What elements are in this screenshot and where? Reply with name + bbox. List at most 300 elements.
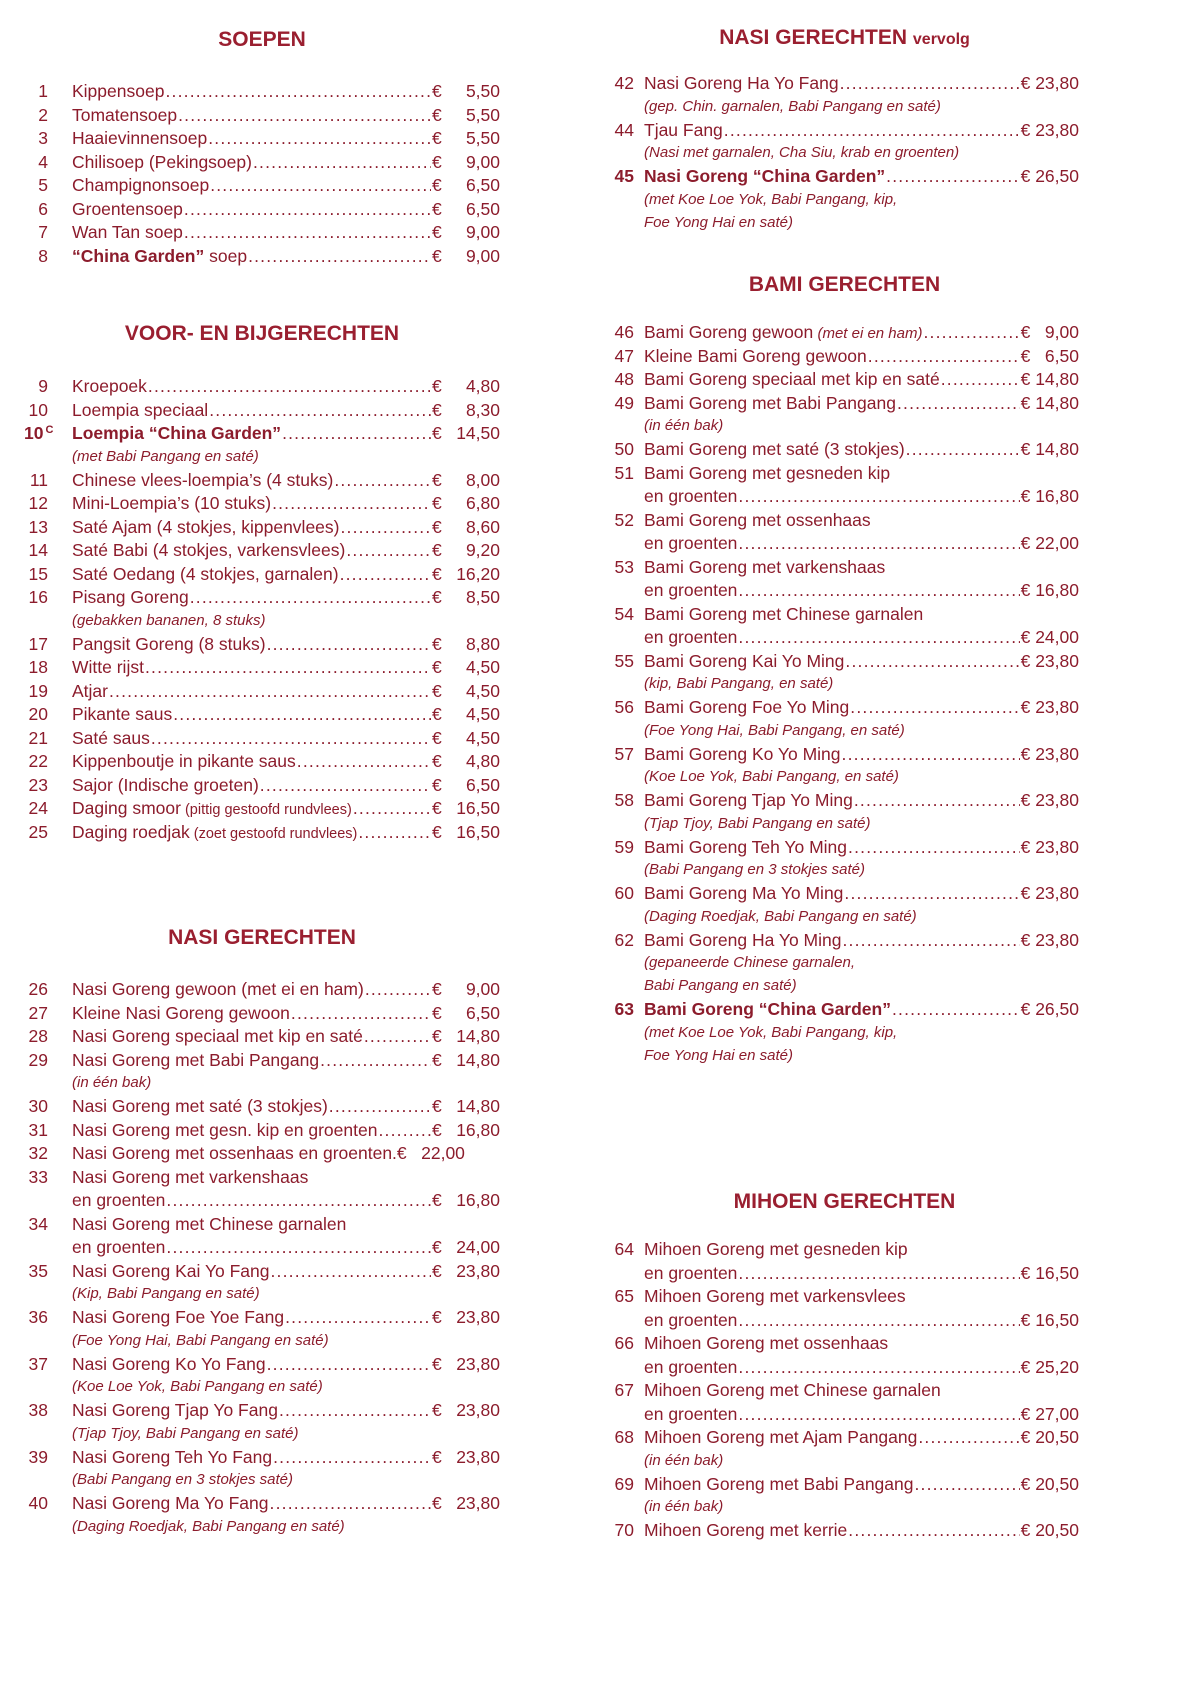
- dot-leader: [273, 1448, 431, 1466]
- item-name-text: Atjar: [72, 680, 108, 701]
- menu-item: [610, 1519, 1079, 1543]
- menu-item-row: [24, 422, 500, 446]
- item-number-text: 60: [614, 883, 634, 903]
- menu-item: [610, 392, 1079, 439]
- item-name: [72, 1049, 319, 1073]
- section-title-voor: VOOR- EN BIJGERECHTEN: [124, 322, 400, 345]
- menu-item: [24, 978, 500, 1002]
- currency-symbol: €: [432, 633, 442, 654]
- item-name-detail: (pittig gestoofd rundvlees): [180, 802, 352, 818]
- menu-item-row: [24, 703, 500, 727]
- price-amount: € 20,50: [1020, 1473, 1079, 1494]
- item-note: Foe Yong Hai en saté): [644, 213, 793, 231]
- item-number: [24, 221, 48, 245]
- dot-leader: [340, 565, 431, 583]
- item-number: [24, 1399, 48, 1423]
- item-number: [24, 703, 48, 727]
- item-number-text: 32: [28, 1143, 48, 1163]
- dot-leader: [840, 74, 1020, 92]
- price-amount: € 6,50: [1020, 345, 1079, 366]
- dot-leader: [184, 200, 431, 218]
- item-number: [24, 1260, 48, 1284]
- item-note: (Daging Roedjak, Babi Pangang en saté): [644, 907, 917, 925]
- currency-symbol: €: [432, 979, 442, 999]
- price-amount: 6,50: [465, 1002, 500, 1023]
- item-price: [1021, 650, 1079, 674]
- menu-item: [610, 345, 1079, 369]
- menu-item: [610, 119, 1079, 166]
- menu-item-row: [610, 368, 1079, 392]
- item-name-text: Bami Goreng Foe Yo Ming: [644, 697, 850, 717]
- item-number: [24, 563, 48, 587]
- item-price: [432, 539, 500, 563]
- dot-leader: [267, 635, 431, 653]
- item-name: [72, 221, 183, 245]
- item-number: [24, 1306, 48, 1330]
- price-amount: € 26,50: [1020, 166, 1079, 186]
- price-amount: 23,80: [456, 1307, 500, 1327]
- item-price: [432, 633, 500, 657]
- menu-item: [24, 80, 500, 104]
- item-price: [1021, 998, 1079, 1022]
- menu-item-row: [610, 438, 1079, 462]
- item-price: [432, 104, 500, 128]
- item-name: [72, 586, 189, 610]
- dot-leader: [165, 82, 431, 100]
- menu-item-row-continued: [610, 532, 1079, 556]
- price-amount: 14,80: [456, 1026, 500, 1046]
- item-name: [72, 198, 183, 222]
- menu-item: [610, 72, 1079, 119]
- item-note: (met Babi Pangang en saté): [72, 447, 259, 465]
- item-price: [1021, 485, 1079, 509]
- price-amount: € 23,80: [1020, 883, 1079, 903]
- item-note: (Daging Roedjak, Babi Pangang en saté): [72, 1517, 345, 1535]
- menu-item-row: [24, 1025, 500, 1049]
- menu-item: [24, 703, 500, 727]
- item-number: [610, 650, 634, 674]
- dot-leader: [184, 223, 431, 241]
- price-amount: € 23,80: [1020, 929, 1079, 950]
- item-name-text: Nasi Goreng met gesn. kip en groenten: [72, 1119, 378, 1140]
- menu-item: [610, 650, 1079, 697]
- item-name-text: Chinese vlees-loempia’s (4 stuks): [72, 469, 334, 490]
- menu-item-row-continued: [610, 579, 1079, 603]
- item-number-text: 54: [614, 603, 634, 624]
- item-number-text: 28: [28, 1026, 48, 1046]
- item-number: [610, 1238, 634, 1262]
- menu-item-row: [24, 539, 500, 563]
- dot-leader: [842, 931, 1019, 949]
- item-number-text: 40: [28, 1493, 48, 1513]
- item-name-text: Pangsit Goreng (8 stuks): [72, 633, 266, 654]
- menu-item: [610, 929, 1079, 999]
- item-name-text: Mihoen Goreng met varkensvlees: [644, 1286, 906, 1306]
- menu-item-row: [24, 586, 500, 610]
- item-number-text: 10: [28, 399, 48, 420]
- item-price: [432, 221, 500, 245]
- price-amount: € 16,80: [1020, 486, 1079, 506]
- item-number: [24, 1492, 48, 1516]
- item-number: [24, 151, 48, 175]
- item-price: [432, 750, 500, 774]
- item-number-text: 38: [28, 1400, 48, 1420]
- section-title-mihoen: MIHOEN GERECHTEN: [733, 1190, 956, 1213]
- item-name-text: Bami Goreng speciaal met kip en saté: [644, 369, 940, 389]
- item-number-text: 56: [614, 697, 634, 717]
- item-number: [610, 1379, 634, 1403]
- item-number: [24, 1353, 48, 1377]
- item-note: (Foe Yong Hai, Babi Pangang, en saté): [644, 721, 905, 739]
- price-amount: € 23,80: [1020, 73, 1079, 93]
- item-number: [24, 539, 48, 563]
- currency-symbol: €: [432, 1190, 442, 1210]
- item-name-text: Kleine Bami Goreng gewoon: [644, 345, 867, 366]
- menu-item-row: [610, 119, 1079, 143]
- dot-leader: [848, 1521, 1019, 1539]
- item-price: [1021, 1262, 1079, 1286]
- item-note: (met Koe Loe Yok, Babi Pangang, kip,: [644, 1023, 898, 1041]
- item-name-text: Loempia speciaal: [72, 399, 209, 420]
- item-name-text: Mihoen Goreng met kerrie: [644, 1520, 848, 1540]
- item-note: (in één bak): [644, 1498, 724, 1515]
- item-name: [72, 1095, 328, 1119]
- item-name-text: Nasi Goreng Ma Yo Fang: [72, 1493, 269, 1513]
- item-price: [432, 978, 500, 1002]
- item-name: [72, 127, 207, 151]
- item-number: [24, 821, 48, 845]
- item-name-text: Saté saus: [72, 727, 150, 748]
- item-number: [610, 1285, 634, 1309]
- item-number: [610, 1426, 634, 1450]
- currency-symbol: €: [432, 821, 442, 842]
- item-number: [610, 836, 634, 860]
- price-amount: € 23,80: [1020, 697, 1079, 717]
- currency-symbol: €: [432, 222, 442, 242]
- menu-item: [24, 1446, 500, 1493]
- currency-symbol: €: [432, 1353, 442, 1374]
- item-price: [1021, 72, 1079, 96]
- price-amount: € 16,50: [1020, 1309, 1079, 1330]
- item-name: [72, 174, 209, 198]
- item-name-text: Nasi Goreng Teh Yo Fang: [72, 1446, 273, 1467]
- dot-leader: [738, 1358, 1019, 1376]
- price-amount: € 14,80: [1020, 439, 1079, 459]
- currency-symbol: €: [432, 493, 442, 513]
- item-number-text: 30: [28, 1096, 48, 1116]
- item-number: [24, 245, 48, 269]
- price-amount: 14,80: [456, 1096, 500, 1116]
- dot-leader: [282, 424, 431, 442]
- menu-item-row: [24, 174, 500, 198]
- item-number: [24, 1142, 48, 1166]
- item-name-continued: en groenten: [72, 1237, 166, 1257]
- menu-item-row: [24, 1095, 500, 1119]
- item-price: [1021, 696, 1079, 720]
- item-number: [24, 586, 48, 610]
- item-price: [1021, 1309, 1079, 1333]
- menu-item-row: [610, 462, 1079, 486]
- menu-item: [24, 1353, 500, 1400]
- item-note: (Koe Loe Yok, Babi Pangang en saté): [72, 1378, 323, 1395]
- section-nasi: [24, 924, 500, 1535]
- item-name-text: Bami Goreng Ma Yo Ming: [644, 883, 844, 903]
- item-name: [644, 1238, 908, 1262]
- item-number-text: 35: [28, 1260, 48, 1281]
- dot-leader: [365, 980, 431, 998]
- item-note: (in één bak): [72, 1074, 152, 1091]
- item-name: [72, 399, 208, 423]
- item-number: [610, 438, 634, 462]
- item-price: [432, 174, 500, 198]
- item-number-text: 66: [614, 1333, 634, 1353]
- menu-item-row: [24, 1446, 500, 1470]
- price-amount: € 23,80: [1020, 790, 1079, 810]
- item-name: [644, 438, 905, 462]
- item-name: [644, 1426, 917, 1450]
- item-number: [610, 368, 634, 392]
- item-number-text: 55: [614, 650, 634, 671]
- item-number-text: 47: [614, 345, 634, 366]
- item-number-text: 29: [28, 1049, 48, 1070]
- item-name-text: soep: [204, 245, 248, 266]
- item-price: [1021, 532, 1079, 556]
- menu-item: [610, 321, 1079, 345]
- item-price: [1021, 345, 1079, 369]
- menu-item-row: [610, 743, 1079, 767]
- price-amount: 6,80: [465, 493, 500, 513]
- item-number: [24, 633, 48, 657]
- dot-leader: [842, 745, 1020, 763]
- currency-symbol: €: [432, 245, 442, 266]
- item-number: [24, 1119, 48, 1143]
- item-price: [432, 1446, 500, 1470]
- menu-item: [610, 165, 1079, 235]
- menu-item: [24, 821, 500, 845]
- price-amount: € 20,50: [1020, 1427, 1079, 1447]
- menu-item-row: [24, 797, 500, 821]
- menu-item-row: [610, 1238, 1079, 1262]
- dot-leader: [941, 370, 1020, 388]
- item-name-text: Nasi Goreng speciaal met kip en saté: [72, 1026, 363, 1046]
- dot-leader: [285, 1308, 431, 1326]
- menu-item: [24, 127, 500, 151]
- dot-leader: [173, 705, 431, 723]
- item-note: (Kip, Babi Pangang en saté): [72, 1285, 260, 1302]
- item-name-continued: en groenten: [644, 486, 738, 506]
- item-number: [24, 127, 48, 151]
- item-number-text: 42: [614, 73, 634, 93]
- price-amount: 23,80: [456, 1353, 500, 1374]
- item-name: [72, 104, 177, 128]
- menu-item-row: [24, 656, 500, 680]
- dot-leader: [248, 247, 431, 265]
- item-price: [1021, 882, 1079, 906]
- menu-item: [610, 462, 1079, 509]
- item-name: [644, 1379, 941, 1403]
- item-name: [72, 727, 150, 751]
- currency-symbol: €: [432, 540, 442, 560]
- currency-symbol: €: [432, 81, 442, 101]
- menu-item: [24, 586, 500, 633]
- item-price: [432, 375, 500, 399]
- dot-leader: [210, 176, 431, 194]
- item-name-text: Mihoen Goreng met gesneden kip: [644, 1239, 908, 1259]
- section-title-nasi-vervolg: [610, 24, 1079, 52]
- item-name-continued: en groenten: [644, 1262, 738, 1283]
- item-name-text: Nasi Goreng “China Garden”: [644, 166, 886, 186]
- currency-symbol: €: [432, 1237, 442, 1257]
- item-price: [432, 492, 500, 516]
- item-number-text: 5: [38, 175, 48, 195]
- item-name: [72, 1119, 377, 1143]
- item-number: [610, 119, 634, 143]
- currency-symbol: €: [432, 727, 442, 748]
- item-name: [644, 392, 896, 416]
- price-amount: € 24,00: [1020, 627, 1079, 647]
- currency-symbol: €: [432, 469, 442, 490]
- menu-item: [24, 245, 500, 269]
- item-name: [644, 1473, 913, 1497]
- menu-item: [610, 1238, 1079, 1285]
- item-number: [610, 556, 634, 580]
- dot-leader: [279, 1401, 431, 1419]
- item-note: (Babi Pangang en 3 stokjes saté): [644, 861, 865, 878]
- dot-leader: [208, 129, 431, 147]
- item-price: [432, 1236, 500, 1260]
- item-name: [72, 1260, 270, 1284]
- item-name: [72, 1142, 397, 1166]
- price-amount: 4,80: [465, 376, 500, 396]
- dot-leader: [329, 1097, 431, 1115]
- price-amount: € 27,00: [1020, 1403, 1079, 1424]
- menu-item-row: [24, 1353, 500, 1377]
- item-price: [1021, 392, 1079, 416]
- price-amount: € 23,80: [1020, 836, 1079, 857]
- currency-symbol: €: [432, 587, 442, 607]
- menu-item: [24, 1025, 500, 1049]
- menu-item-row: [24, 1306, 500, 1330]
- item-name: [644, 743, 841, 767]
- menu-item-row: [24, 1142, 500, 1166]
- menu-item: [24, 1306, 500, 1353]
- item-price: [432, 774, 500, 798]
- menu-item-row: [610, 72, 1079, 96]
- menu-item-row: [24, 1399, 500, 1423]
- price-amount: € 23,80: [1020, 743, 1079, 764]
- item-name-text: Mihoen Goreng met Chinese garnalen: [644, 1380, 941, 1400]
- dot-leader: [334, 471, 431, 489]
- price-amount: € 14,80: [1020, 369, 1079, 389]
- item-name: [72, 422, 281, 446]
- item-number-text: 31: [28, 1119, 48, 1140]
- item-number-text: 46: [614, 322, 634, 342]
- item-number: [610, 603, 634, 627]
- item-name: [72, 80, 164, 104]
- item-number-text: 2: [38, 104, 48, 125]
- menu-item-row: [610, 1473, 1079, 1497]
- dot-leader: [924, 323, 1020, 341]
- item-number-text: 36: [28, 1307, 48, 1327]
- price-amount: 8,00: [465, 469, 500, 490]
- item-name: [644, 929, 841, 953]
- item-number: [24, 492, 48, 516]
- menu-item-row-continued: [610, 1356, 1079, 1380]
- currency-symbol: €: [432, 1096, 442, 1116]
- item-name-text: Nasi Goreng Foe Yoe Fang: [72, 1307, 285, 1327]
- menu-item-row: [24, 750, 500, 774]
- item-number-text: 7: [38, 222, 48, 242]
- item-number: [24, 375, 48, 399]
- item-name-text: Nasi Goreng met saté (3 stokjes): [72, 1096, 328, 1116]
- item-number: [24, 516, 48, 540]
- item-price: [432, 563, 500, 587]
- menu-item-row: [610, 321, 1079, 345]
- item-name: [72, 797, 352, 823]
- currency-symbol: €: [432, 423, 442, 443]
- item-name: [644, 368, 940, 392]
- item-number: [610, 882, 634, 906]
- item-price: [1021, 119, 1079, 143]
- item-number-text: 64: [614, 1239, 634, 1259]
- item-name: [644, 882, 843, 906]
- item-price: [1021, 789, 1079, 813]
- item-name-continued: en groenten: [644, 533, 738, 553]
- dot-leader: [845, 652, 1019, 670]
- price-amount: 23,80: [456, 1493, 500, 1513]
- item-number: [610, 1332, 634, 1356]
- item-name-detail: (zoet gestoofd rundvlees): [189, 825, 358, 842]
- item-number-text: 52: [614, 509, 634, 530]
- dot-leader: [320, 1051, 431, 1069]
- currency-symbol: €: [432, 1002, 442, 1023]
- item-name-continued: en groenten: [644, 1403, 738, 1424]
- currency-symbol: €: [432, 563, 442, 584]
- dot-leader: [297, 752, 431, 770]
- item-price: [432, 586, 500, 610]
- item-number-text: 24: [28, 798, 48, 818]
- item-price: [432, 399, 500, 423]
- menu-item-row-continued: [24, 1189, 500, 1213]
- item-number: [24, 104, 48, 128]
- item-name: [72, 680, 108, 704]
- item-number: [24, 1446, 48, 1470]
- price-amount: 23,80: [456, 1400, 500, 1420]
- menu-item-row: [24, 399, 500, 423]
- dot-leader: [178, 106, 431, 124]
- currency-symbol: €: [432, 1026, 442, 1046]
- item-number-text: 19: [28, 680, 48, 701]
- menu-item-row: [610, 556, 1079, 580]
- item-number-text: 18: [28, 657, 48, 677]
- menu-item-row: [24, 221, 500, 245]
- currency-symbol: €: [432, 376, 442, 396]
- dot-leader: [724, 121, 1020, 139]
- item-name: [644, 1332, 888, 1356]
- price-amount: € 16,80: [1020, 580, 1079, 600]
- item-name-text: Saté Oedang (4 stokjes, garnalen): [72, 563, 339, 584]
- menu-item: [24, 539, 500, 563]
- section-title-suffix: vervolg: [912, 31, 970, 48]
- item-price: [432, 703, 500, 727]
- item-number: [24, 1095, 48, 1119]
- menu-item: [610, 882, 1079, 929]
- item-name-text: Pisang Goreng: [72, 587, 189, 607]
- dot-leader: [148, 377, 431, 395]
- item-name-text: Nasi Goreng met Babi Pangang: [72, 1049, 320, 1070]
- menu-item: [24, 797, 500, 821]
- item-name-text: Tomatensoep: [72, 104, 178, 125]
